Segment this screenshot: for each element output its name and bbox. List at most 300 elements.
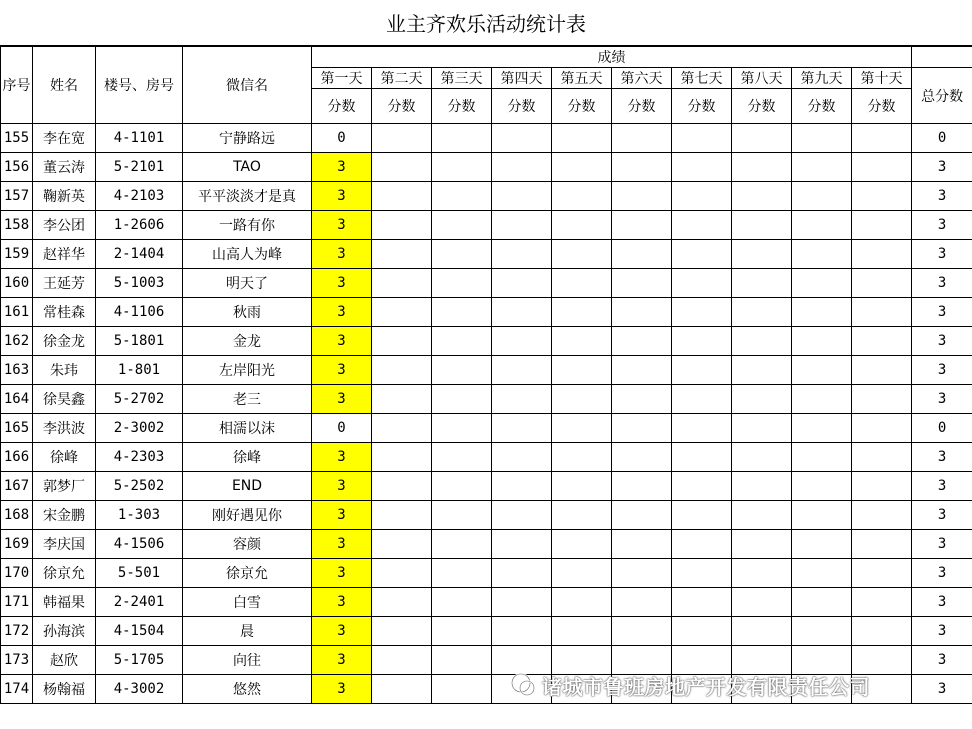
cell-day5-score [552, 298, 612, 327]
cell-day8-score [732, 240, 792, 269]
cell-total: 3 [912, 559, 972, 588]
cell-day8-score [732, 327, 792, 356]
cell-day8-score [732, 298, 792, 327]
cell-day4-score [492, 153, 552, 182]
cell-wechat: 容颜 [183, 530, 312, 559]
header-seq: 序号 [1, 47, 33, 124]
cell-name: 徐京允 [33, 559, 96, 588]
cell-day9-score [792, 588, 852, 617]
cell-day2-score [372, 356, 432, 385]
cell-day6-score [612, 530, 672, 559]
cell-day9-score [792, 617, 852, 646]
cell-day1-score: 3 [312, 675, 372, 704]
header-day-5: 第五天 [552, 68, 612, 89]
cell-day8-score [732, 385, 792, 414]
cell-day4-score [492, 414, 552, 443]
cell-day8-score [732, 501, 792, 530]
cell-day8-score [732, 559, 792, 588]
cell-day10-score [852, 501, 912, 530]
header-score-10: 分数 [852, 89, 912, 124]
cell-day10-score [852, 385, 912, 414]
cell-wechat: 平平淡淡才是真 [183, 182, 312, 211]
cell-name: 宋金鹏 [33, 501, 96, 530]
cell-day7-score [672, 443, 732, 472]
header-wechat: 微信名 [183, 47, 312, 124]
cell-total: 3 [912, 327, 972, 356]
header-score-8: 分数 [732, 89, 792, 124]
cell-name: 李公团 [33, 211, 96, 240]
cell-day9-score [792, 182, 852, 211]
header-day-6: 第六天 [612, 68, 672, 89]
cell-day2-score [372, 530, 432, 559]
cell-day4-score [492, 530, 552, 559]
cell-day5-score [552, 356, 612, 385]
cell-total: 3 [912, 530, 972, 559]
cell-day1-score: 3 [312, 588, 372, 617]
cell-day5-score [552, 501, 612, 530]
cell-seq: 159 [1, 240, 33, 269]
table-row [1, 298, 972, 327]
cell-room: 2-3002 [96, 414, 183, 443]
cell-day10-score [852, 530, 912, 559]
watermark [510, 670, 870, 700]
cell-name: 常桂森 [33, 298, 96, 327]
cell-day7-score [672, 385, 732, 414]
cell-day8-score [732, 153, 792, 182]
cell-room: 2-2401 [96, 588, 183, 617]
cell-day3-score [432, 211, 492, 240]
cell-day10-score [852, 588, 912, 617]
cell-day9-score [792, 559, 852, 588]
header-score-1: 分数 [312, 89, 372, 124]
cell-day10-score [852, 182, 912, 211]
cell-day3-score [432, 501, 492, 530]
cell-day4-score [492, 327, 552, 356]
cell-day10-score [852, 617, 912, 646]
cell-total: 3 [912, 298, 972, 327]
cell-day5-score [552, 588, 612, 617]
cell-wechat: 山高人为峰 [183, 240, 312, 269]
cell-seq: 171 [1, 588, 33, 617]
cell-day3-score [432, 617, 492, 646]
cell-day8-score [732, 356, 792, 385]
cell-total: 3 [912, 588, 972, 617]
header-score-4: 分数 [492, 89, 552, 124]
cell-wechat: 徐峰 [183, 443, 312, 472]
cell-day8-score [732, 530, 792, 559]
cell-day2-score [372, 182, 432, 211]
cell-seq: 161 [1, 298, 33, 327]
cell-day10-score [852, 211, 912, 240]
header-score-2: 分数 [372, 89, 432, 124]
cell-day3-score [432, 646, 492, 675]
cell-day7-score [672, 617, 732, 646]
cell-total: 3 [912, 385, 972, 414]
cell-day5-score [552, 530, 612, 559]
cell-day9-score [792, 530, 852, 559]
cell-day3-score [432, 472, 492, 501]
cell-day1-score: 3 [312, 153, 372, 182]
cell-day7-score [672, 501, 732, 530]
cell-name: 李在宽 [33, 124, 96, 153]
cell-day3-score [432, 559, 492, 588]
cell-day1-score: 3 [312, 269, 372, 298]
cell-day7-score [672, 298, 732, 327]
cell-day3-score [432, 356, 492, 385]
cell-total: 3 [912, 182, 972, 211]
cell-day5-score [552, 269, 612, 298]
cell-day5-score [552, 617, 612, 646]
header-day-8: 第八天 [732, 68, 792, 89]
cell-name: 韩福果 [33, 588, 96, 617]
cell-total: 3 [912, 675, 972, 704]
cell-day9-score [792, 298, 852, 327]
cell-day1-score: 3 [312, 356, 372, 385]
cell-day1-score: 3 [312, 385, 372, 414]
cell-day3-score [432, 298, 492, 327]
table-row [1, 182, 972, 211]
cell-day10-score [852, 559, 912, 588]
cell-day6-score [612, 501, 672, 530]
cell-day6-score [612, 443, 672, 472]
cell-room: 5-1705 [96, 646, 183, 675]
cell-name: 董云涛 [33, 153, 96, 182]
cell-day9-score [792, 124, 852, 153]
header-row-group [1, 47, 972, 68]
cell-seq: 170 [1, 559, 33, 588]
header-score-9: 分数 [792, 89, 852, 124]
cell-day7-score [672, 240, 732, 269]
cell-day1-score: 3 [312, 646, 372, 675]
cell-day10-score [852, 356, 912, 385]
header-total-top [912, 47, 972, 68]
wechat-icon [510, 672, 536, 698]
cell-day4-score [492, 588, 552, 617]
cell-seq: 158 [1, 211, 33, 240]
cell-day6-score [612, 617, 672, 646]
cell-seq: 156 [1, 153, 33, 182]
cell-day10-score [852, 269, 912, 298]
cell-day4-score [492, 211, 552, 240]
cell-room: 1-303 [96, 501, 183, 530]
cell-day5-score [552, 472, 612, 501]
cell-day2-score [372, 153, 432, 182]
cell-day3-score [432, 385, 492, 414]
cell-day2-score [372, 588, 432, 617]
cell-day10-score [852, 240, 912, 269]
cell-day4-score [492, 617, 552, 646]
cell-day7-score [672, 153, 732, 182]
cell-day2-score [372, 617, 432, 646]
cell-day9-score [792, 153, 852, 182]
cell-total: 3 [912, 356, 972, 385]
cell-seq: 157 [1, 182, 33, 211]
cell-day6-score [612, 240, 672, 269]
cell-day1-score: 0 [312, 414, 372, 443]
cell-day3-score [432, 443, 492, 472]
cell-total: 3 [912, 617, 972, 646]
cell-room: 4-3002 [96, 675, 183, 704]
cell-day2-score [372, 646, 432, 675]
cell-room: 1-801 [96, 356, 183, 385]
cell-day4-score [492, 501, 552, 530]
cell-day5-score [552, 211, 612, 240]
cell-wechat: 悠然 [183, 675, 312, 704]
cell-day5-score [552, 240, 612, 269]
cell-day4-score [492, 298, 552, 327]
cell-day9-score [792, 443, 852, 472]
table-row [1, 588, 972, 617]
cell-day7-score [672, 530, 732, 559]
cell-day10-score [852, 443, 912, 472]
cell-total: 0 [912, 414, 972, 443]
cell-seq: 164 [1, 385, 33, 414]
cell-seq: 173 [1, 646, 33, 675]
table-row [1, 211, 972, 240]
cell-name: 孙海滨 [33, 617, 96, 646]
cell-room: 1-2606 [96, 211, 183, 240]
cell-room: 5-501 [96, 559, 183, 588]
cell-day2-score [372, 124, 432, 153]
cell-wechat: 明天了 [183, 269, 312, 298]
header-score-6: 分数 [612, 89, 672, 124]
cell-day9-score [792, 385, 852, 414]
cell-day3-score [432, 153, 492, 182]
cell-day7-score [672, 559, 732, 588]
cell-day7-score [672, 211, 732, 240]
cell-day1-score: 3 [312, 472, 372, 501]
cell-day8-score [732, 414, 792, 443]
cell-seq: 169 [1, 530, 33, 559]
cell-day4-score [492, 385, 552, 414]
cell-day2-score [372, 501, 432, 530]
table-row [1, 559, 972, 588]
cell-wechat: END [183, 472, 312, 501]
header-day-7: 第七天 [672, 68, 732, 89]
sheet-title: 业主齐欢乐活动统计表 [0, 0, 972, 46]
cell-day4-score [492, 269, 552, 298]
table-row [1, 443, 972, 472]
header-day-3: 第三天 [432, 68, 492, 89]
cell-day2-score [372, 298, 432, 327]
cell-wechat: TAO [183, 153, 312, 182]
cell-day10-score [852, 153, 912, 182]
cell-room: 5-1801 [96, 327, 183, 356]
table-row [1, 269, 972, 298]
cell-day4-score [492, 124, 552, 153]
cell-wechat: 宁静路远 [183, 124, 312, 153]
cell-day1-score: 3 [312, 327, 372, 356]
cell-day5-score [552, 385, 612, 414]
table-row [1, 617, 972, 646]
cell-total: 3 [912, 501, 972, 530]
cell-day1-score: 3 [312, 617, 372, 646]
cell-day1-score: 0 [312, 124, 372, 153]
cell-day10-score [852, 124, 912, 153]
cell-day6-score [612, 182, 672, 211]
cell-day3-score [432, 675, 492, 704]
cell-wechat: 一路有你 [183, 211, 312, 240]
cell-total: 3 [912, 646, 972, 675]
cell-total: 3 [912, 472, 972, 501]
cell-day8-score [732, 443, 792, 472]
cell-day6-score [612, 211, 672, 240]
cell-wechat: 徐京允 [183, 559, 312, 588]
cell-day6-score [612, 153, 672, 182]
cell-day6-score [612, 414, 672, 443]
cell-day6-score [612, 298, 672, 327]
cell-total: 3 [912, 153, 972, 182]
cell-day4-score [492, 443, 552, 472]
cell-wechat: 向往 [183, 646, 312, 675]
cell-day6-score [612, 356, 672, 385]
cell-day7-score [672, 182, 732, 211]
cell-room: 4-2103 [96, 182, 183, 211]
cell-day2-score [372, 675, 432, 704]
cell-day2-score [372, 559, 432, 588]
cell-wechat: 秋雨 [183, 298, 312, 327]
table-row [1, 124, 972, 153]
cell-name: 徐金龙 [33, 327, 96, 356]
cell-name: 鞠新英 [33, 182, 96, 211]
cell-day4-score [492, 559, 552, 588]
cell-name: 徐峰 [33, 443, 96, 472]
cell-day4-score [492, 472, 552, 501]
cell-day8-score [732, 617, 792, 646]
cell-day7-score [672, 472, 732, 501]
cell-total: 3 [912, 443, 972, 472]
cell-day2-score [372, 414, 432, 443]
cell-day5-score [552, 124, 612, 153]
cell-day2-score [372, 269, 432, 298]
cell-day1-score: 3 [312, 240, 372, 269]
cell-day9-score [792, 211, 852, 240]
cell-day8-score [732, 472, 792, 501]
table-row [1, 414, 972, 443]
cell-day6-score [612, 559, 672, 588]
cell-day9-score [792, 240, 852, 269]
cell-total: 3 [912, 211, 972, 240]
cell-day1-score: 3 [312, 211, 372, 240]
cell-day2-score [372, 211, 432, 240]
header-day-4: 第四天 [492, 68, 552, 89]
cell-wechat: 白雪 [183, 588, 312, 617]
cell-day6-score [612, 385, 672, 414]
cell-day3-score [432, 414, 492, 443]
cell-seq: 172 [1, 617, 33, 646]
cell-seq: 167 [1, 472, 33, 501]
cell-day10-score [852, 298, 912, 327]
cell-day4-score [492, 356, 552, 385]
cell-seq: 163 [1, 356, 33, 385]
cell-day8-score [732, 269, 792, 298]
cell-day10-score [852, 414, 912, 443]
cell-day6-score [612, 472, 672, 501]
cell-day9-score [792, 269, 852, 298]
cell-day1-score: 3 [312, 443, 372, 472]
cell-day3-score [432, 327, 492, 356]
header-day-1: 第一天 [312, 68, 372, 89]
cell-day5-score [552, 443, 612, 472]
cell-day10-score [852, 472, 912, 501]
cell-day3-score [432, 588, 492, 617]
cell-seq: 166 [1, 443, 33, 472]
cell-day7-score [672, 327, 732, 356]
cell-day3-score [432, 240, 492, 269]
cell-wechat: 金龙 [183, 327, 312, 356]
header-day-2: 第二天 [372, 68, 432, 89]
cell-day6-score [612, 327, 672, 356]
cell-room: 5-2502 [96, 472, 183, 501]
table-row [1, 327, 972, 356]
cell-room: 5-2702 [96, 385, 183, 414]
cell-room: 4-2303 [96, 443, 183, 472]
cell-day9-score [792, 414, 852, 443]
cell-seq: 168 [1, 501, 33, 530]
cell-wechat: 左岸阳光 [183, 356, 312, 385]
cell-day5-score [552, 182, 612, 211]
cell-seq: 160 [1, 269, 33, 298]
cell-day5-score [552, 414, 612, 443]
cell-name: 朱玮 [33, 356, 96, 385]
table-row [1, 530, 972, 559]
activity-stats-table [0, 46, 972, 704]
header-name: 姓名 [33, 47, 96, 124]
header-room: 楼号、房号 [96, 47, 183, 124]
cell-day6-score [612, 124, 672, 153]
cell-day8-score [732, 588, 792, 617]
cell-day3-score [432, 182, 492, 211]
cell-day9-score [792, 501, 852, 530]
cell-name: 赵祥华 [33, 240, 96, 269]
table-row [1, 356, 972, 385]
cell-seq: 174 [1, 675, 33, 704]
header-score-7: 分数 [672, 89, 732, 124]
cell-seq: 155 [1, 124, 33, 153]
cell-seq: 165 [1, 414, 33, 443]
header-day-9: 第九天 [792, 68, 852, 89]
cell-day3-score [432, 269, 492, 298]
cell-day1-score: 3 [312, 298, 372, 327]
cell-day7-score [672, 414, 732, 443]
cell-room: 5-2101 [96, 153, 183, 182]
table-row [1, 501, 972, 530]
table-row [1, 240, 972, 269]
cell-room: 5-1003 [96, 269, 183, 298]
cell-day2-score [372, 385, 432, 414]
table-row [1, 385, 972, 414]
cell-day1-score: 3 [312, 182, 372, 211]
cell-room: 4-1101 [96, 124, 183, 153]
cell-name: 杨翰福 [33, 675, 96, 704]
cell-name: 李洪波 [33, 414, 96, 443]
cell-room: 4-1506 [96, 530, 183, 559]
cell-name: 赵欣 [33, 646, 96, 675]
cell-total: 3 [912, 269, 972, 298]
cell-wechat: 老三 [183, 385, 312, 414]
cell-day4-score [492, 240, 552, 269]
cell-day2-score [372, 240, 432, 269]
cell-name: 徐昊鑫 [33, 385, 96, 414]
cell-day9-score [792, 356, 852, 385]
cell-seq: 162 [1, 327, 33, 356]
cell-day10-score [852, 327, 912, 356]
cell-name: 李庆国 [33, 530, 96, 559]
cell-day3-score [432, 530, 492, 559]
cell-day6-score [612, 588, 672, 617]
header-score-3: 分数 [432, 89, 492, 124]
cell-day8-score [732, 182, 792, 211]
